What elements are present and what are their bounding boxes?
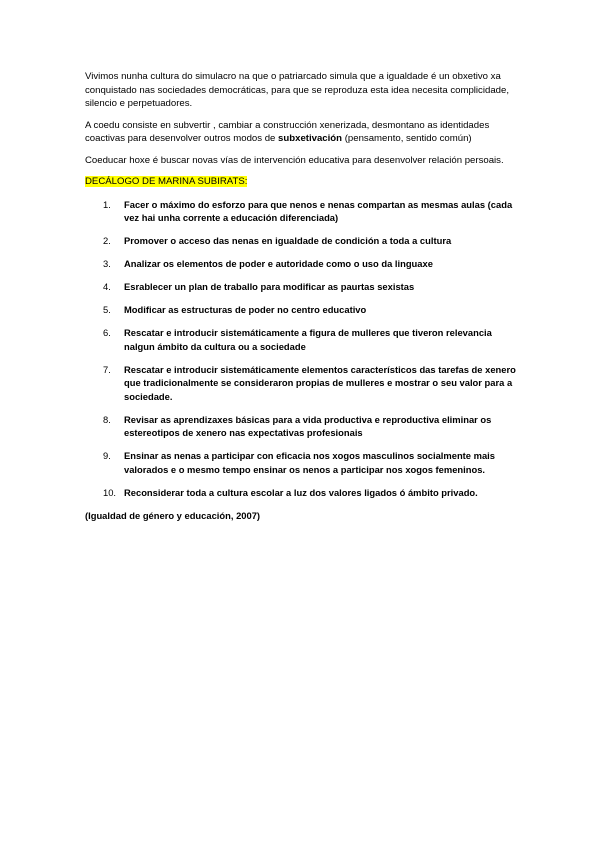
list-item-number: 10.: [103, 486, 117, 498]
paragraph-coeducar-hoxe: Coeducar hoxe é buscar novas vías de intervención educativa para desenvolver relación persoais.: [85, 154, 504, 166]
decalogue-list: [85, 198, 517, 500]
list-item: [85, 486, 517, 500]
list-item-number: 2.: [103, 235, 111, 246]
list-item: [85, 257, 517, 271]
list-item: [85, 449, 517, 476]
list-item-text: Facer o máximo do esforzo para que nenos e nenas compartan as mesmas aulas (cada vez hai unha corrente a educación diferenciada): [124, 198, 513, 223]
list-item-text: Esrablecer un plan de traballo para modificar as paurtas sexistas: [124, 281, 415, 292]
decalogue-heading: [85, 175, 517, 189]
paragraph-coeducacion: [85, 119, 517, 146]
list-item-number: 8.: [103, 413, 111, 425]
decalogue-heading-highlight: DECÁLOGO DE MARINA SUBIRATS:: [85, 176, 248, 187]
list-item: [85, 413, 517, 440]
list-item-text: Analizar os elementos de poder e autoridade como o uso da linguaxe: [124, 258, 433, 269]
list-item-number: 1.: [103, 198, 111, 210]
list-item-text: Revisar as aprendizaxes básicas para a vida productiva e reproductiva eliminar os estereotipos de xenero nas expectativas profesionais: [124, 413, 492, 438]
citation: (Igualdad de género y educación, 2007): [85, 509, 261, 521]
list-item-number: 6.: [103, 327, 111, 338]
paragraph-coeducacion-bold-term: subxetivación: [278, 133, 343, 144]
paragraph-coeducacion-text-start: A coedu consiste en subvertir , cambiar a construcción xenerizada, desmontano as identidades coactivas para desenvolver outros modos de: [85, 119, 490, 144]
list-item: [85, 280, 517, 294]
list-item-number: 9.: [103, 450, 111, 461]
list-item-text: Rescatar e introducir sistemáticamente a figura de mulleres que tiveron relevancia nalgun ámbito da cultura ou a sociedade: [124, 327, 492, 352]
list-item-text: Modificar as estructuras de poder no centro educativo: [124, 304, 367, 315]
list-item-text: Rescatar e introducir sistemáticamente elementos característicos das tarefas de xenero que tradicionalmente se consideraron propias de mulleres e mostrar o seu valor para a sociedade.: [124, 363, 516, 402]
list-item-number: 3.: [103, 258, 111, 269]
paragraph-coeducacion-text-end: (pensamento, sentido común): [342, 133, 472, 144]
list-item-text: Reconsiderar toda a cultura escolar a luz dos valores ligados ó ámbito privado.: [124, 486, 478, 498]
list-item-text: Ensinar as nenas a participar con eficacia nos xogos masculinos socialmente mais valorados e o mesmo tempo ensinar os nenos a participar nos xogos femeninos.: [124, 450, 495, 475]
list-item: [85, 326, 517, 353]
list-item-number: 5.: [103, 304, 111, 315]
document-page: [85, 70, 517, 522]
list-item: [85, 363, 517, 404]
paragraph-simulacro: Vivimos nunha cultura do simulacro na que o patriarcado simula que a igualdade é un obxetivo xa conquistado nas sociedades democráticas, para que se reproduza esta idea necesita complicidade, silencio e perpetuadores.: [85, 71, 509, 109]
list-item-number: 4.: [103, 281, 111, 292]
list-item-text: Promover o acceso das nenas en igualdade de condición a toda a cultura: [124, 235, 452, 246]
list-item: [85, 198, 517, 225]
list-item: [85, 303, 517, 317]
list-item-number: 7.: [103, 363, 111, 375]
list-item: [85, 234, 517, 248]
